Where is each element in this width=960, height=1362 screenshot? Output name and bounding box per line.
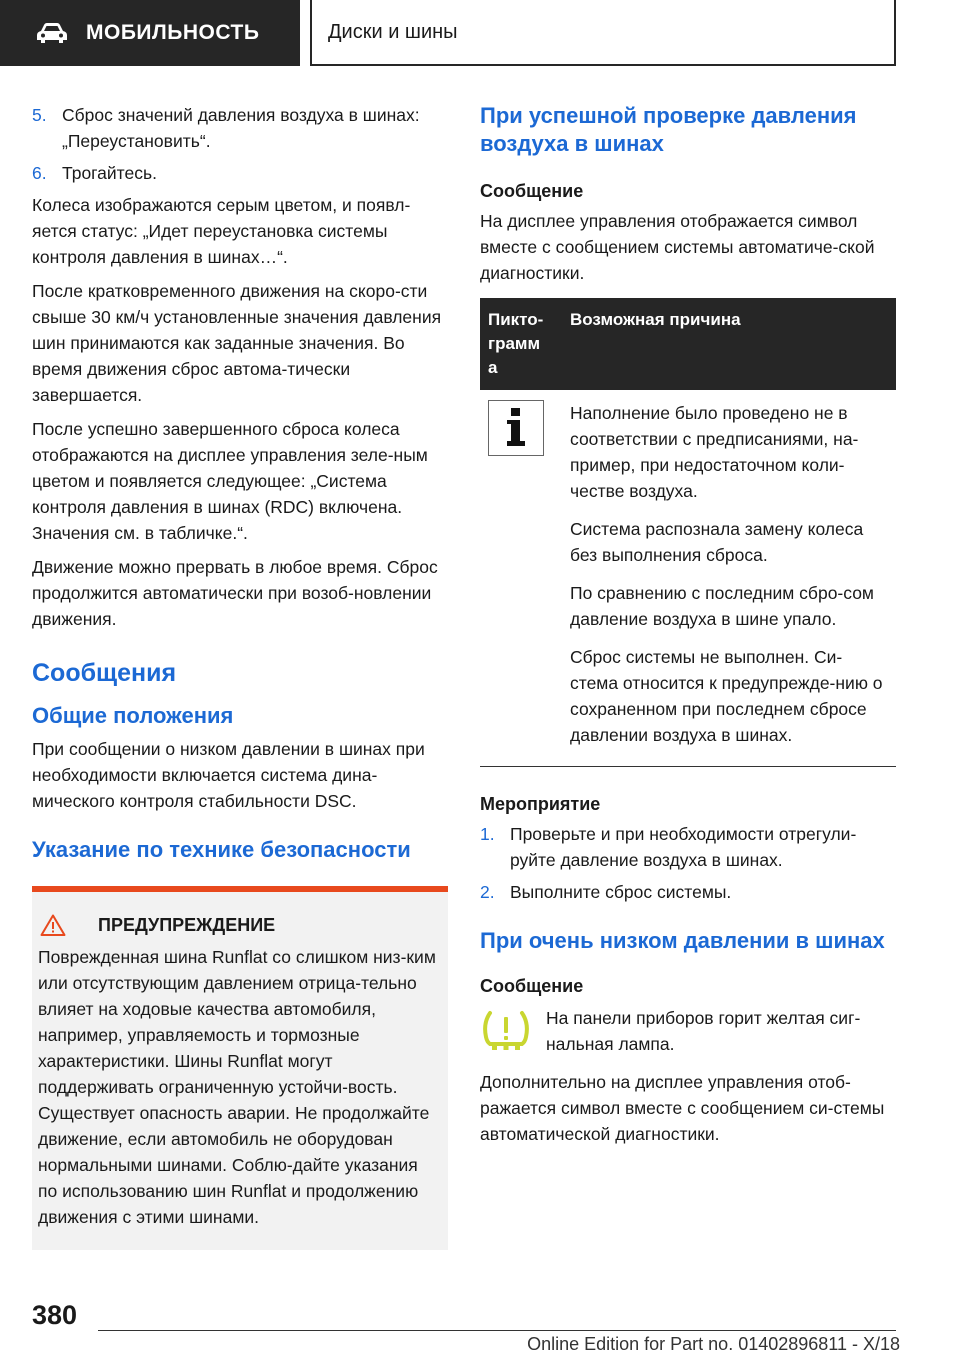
table-row [480, 390, 896, 767]
column-header-cause: Возможная причина [562, 298, 896, 390]
paragraph: После успешно завершенного сброса колеса отображаются на дисплее управления зеле-ным цветом и появляется следующее: „Система контроля давления в шинах (RDC) включена. Значения см. в табличке.“. [32, 419, 428, 543]
heading-messages: Сообщения [32, 659, 177, 687]
step-number: 2. [480, 882, 495, 902]
page-number: 380 [32, 1300, 78, 1330]
paragraph: Колеса изображаются серым цветом, и появл-яется статус: „Идет переустановка системы контроля давления в шинах…“. [32, 195, 411, 267]
pictogram-cell [480, 390, 562, 767]
column-header-pictogram: Пикто-грамм а [480, 298, 562, 390]
heading-safety: Указание по технике безопасности [32, 837, 411, 862]
chapter-tab[interactable] [0, 0, 300, 66]
paragraph: Движение можно прервать в любое время. Сброс продолжится автоматически при возоб-новлении движения. [32, 557, 438, 629]
warning-title [40, 914, 440, 936]
warning-box [32, 886, 448, 1250]
step-text: Сброс значений давления воздуха в шинах: „Переустановить“. [62, 105, 420, 151]
cause-item: Система распознала замену колеса без выполнения сброса. [570, 519, 864, 565]
step-text: Проверьте и при необходимости отрегули-руйте давление воздуха в шинах. [510, 824, 857, 870]
heading-very-low-pressure: При очень низком давлении в шинах [480, 928, 885, 953]
warning-triangle-icon [40, 914, 66, 936]
paragraph: После кратковременного движения на скоро-сти свыше 30 км/ч установленные значения давления шин принимаются как заданные значения. Во время движения сброс автома-тически завершается. [32, 281, 442, 405]
step-number: 6. [32, 163, 47, 183]
step-item [32, 160, 448, 186]
warning-label: ПРЕДУПРЕЖДЕНИЕ [98, 914, 276, 935]
step-item [32, 102, 448, 154]
subheading-message: Сообщение [480, 181, 584, 201]
lamp-row [480, 1005, 896, 1057]
footer-divider [98, 1330, 896, 1331]
extra-text: Дополнительно на дисплее управления отоб-ражается символ вместе с сообщением си-стемы автоматической диагностики. [480, 1072, 885, 1144]
action-step [480, 879, 896, 905]
table-header-row [480, 298, 896, 390]
right-column [480, 102, 896, 1155]
step-text: Трогайтесь. [62, 163, 157, 183]
cause-table [480, 298, 896, 767]
cause-item: Наполнение было проведено не в соответствии с предписаниями, на-пример, при недостаточном коли-честве воздуха. [570, 403, 859, 501]
subheading-action: Мероприятие [480, 794, 601, 814]
left-column [32, 102, 448, 1250]
car-icon [36, 22, 68, 44]
page-header [0, 0, 960, 66]
message-text: На дисплее управления отображается символ вместе с сообщением системы автоматиче-ской диагностики. [480, 211, 875, 283]
warning-text: Поврежденная шина Runflat со слишком низ-ким или отсутствующим давлением отрица-тельно влияет на ходовые качества автомобиля, например, управляемость и тормозные характеристики. Шины Runflat могут поддерживать ограниченную устойчи-вость. Существует опасность аварии. Не продолжайте движение, если автомобиль не оборудован нормальными шинами. Соблю-дайте указания по использованию шин Runflat и продолжению движения с этими шинами. [38, 947, 436, 1227]
heading-general: Общие положения [32, 703, 234, 728]
step-number: 5. [32, 105, 47, 125]
cause-cell [562, 390, 896, 767]
tire-pressure-warning-icon [480, 1009, 532, 1051]
step-number: 1. [480, 824, 495, 844]
lamp-text: На панели приборов горит желтая сиг-нальная лампа. [546, 1008, 861, 1054]
subheading-message: Сообщение [480, 976, 584, 996]
info-icon [488, 400, 544, 456]
cause-item: По сравнению с последним сбро-сом давление воздуха в шине упало. [570, 583, 874, 629]
section-title: Диски и шины [310, 0, 896, 66]
chapter-label: МОБИЛЬНОСТЬ [86, 21, 260, 44]
step-text: Выполните сброс системы. [510, 882, 732, 902]
cause-item: Сброс системы не выполнен. Си-стема относится к предупрежде-нию о сохраненном при последнем сбросе давлении воздуха в шинах. [570, 647, 883, 745]
footer-edition: Online Edition for Part no. 01402896811 - X/18 [527, 1334, 900, 1354]
heading-success-check: При успешной проверке давления воздуха в шинах [480, 103, 857, 156]
general-text: При сообщении о низком давлении в шинах при необходимости включается система дина-мического контроля стабильности DSC. [32, 739, 425, 811]
action-step [480, 821, 896, 873]
